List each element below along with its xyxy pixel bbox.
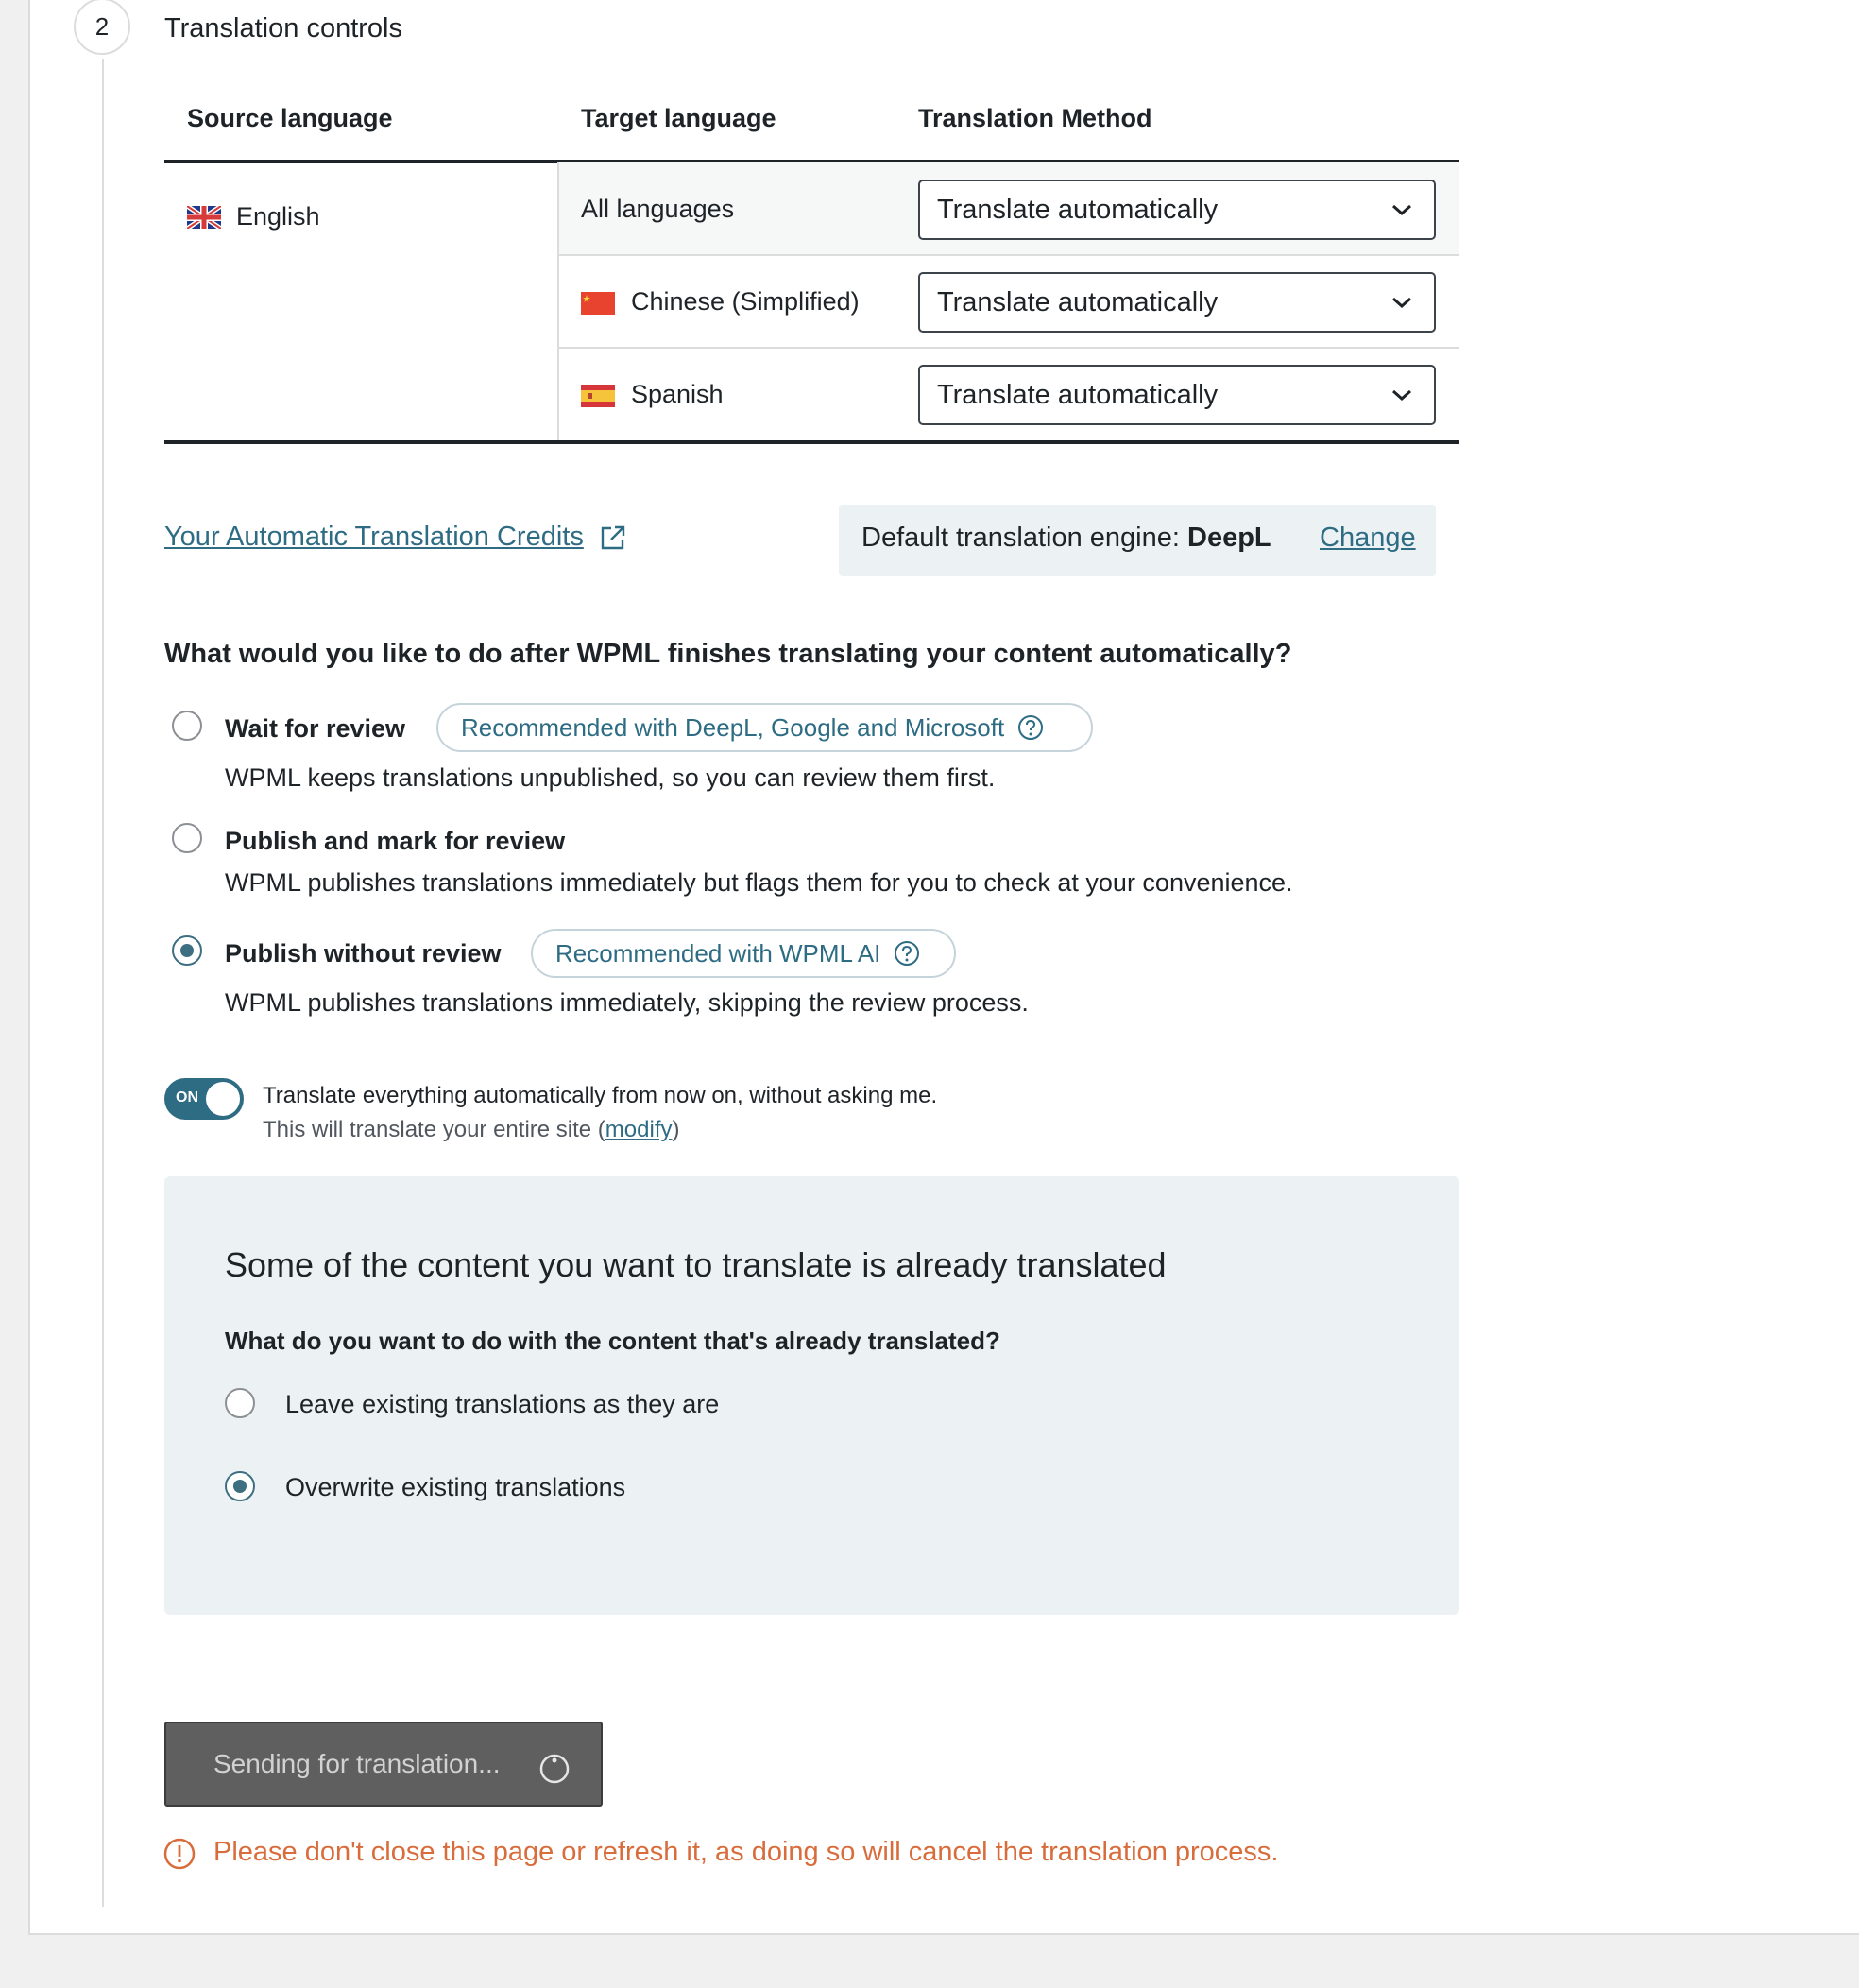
recommended-badge-text: Recommended with WPML AI bbox=[555, 938, 881, 968]
chevron-down-icon bbox=[1390, 202, 1413, 217]
method-select-value: Translate automatically bbox=[937, 194, 1219, 225]
help-circle-icon[interactable] bbox=[1017, 714, 1044, 741]
radio-publish-and-mark[interactable] bbox=[172, 823, 202, 853]
toggle-sub-prefix: This will translate your entire site ( bbox=[263, 1117, 605, 1142]
option-publish-without-review-desc: WPML publishes translations immediately, skipping the review process. bbox=[225, 988, 1029, 1017]
engine-label-row bbox=[861, 523, 1271, 554]
change-engine-link[interactable]: Change bbox=[1320, 523, 1416, 553]
method-select-chinese[interactable] bbox=[918, 272, 1436, 333]
translate-everything-toggle[interactable] bbox=[164, 1078, 244, 1120]
existing-translations-title: Some of the content you want to translate is already translated bbox=[225, 1245, 1167, 1284]
spain-flag-icon bbox=[581, 385, 615, 407]
existing-translations-question: What do you want to do with the content that's already translated? bbox=[225, 1327, 1000, 1355]
method-select-value: Translate automatically bbox=[937, 379, 1219, 410]
option-wait-for-review-desc: WPML keeps translations unpublished, so you can review them first. bbox=[225, 763, 996, 792]
send-button-label: Sending for translation... bbox=[213, 1749, 501, 1778]
step-number-badge bbox=[74, 0, 130, 55]
recommended-badge-text: Recommended with DeepL, Google and Microsoft bbox=[461, 712, 1005, 742]
toggle-state-label: ON bbox=[176, 1089, 198, 1105]
modify-link[interactable]: modify bbox=[605, 1117, 673, 1142]
translation-credits-link[interactable]: Your Automatic Translation Credits bbox=[164, 522, 584, 552]
table-column-divider bbox=[557, 162, 559, 441]
chevron-down-icon bbox=[1390, 387, 1413, 403]
radio-publish-without-review[interactable] bbox=[172, 935, 202, 966]
help-circle-icon[interactable] bbox=[894, 940, 920, 967]
table-bottom-rule bbox=[164, 440, 1459, 444]
toggle-knob bbox=[206, 1082, 240, 1116]
radio-leave-existing[interactable] bbox=[225, 1388, 255, 1418]
target-spanish: Spanish bbox=[631, 380, 724, 408]
option-leave-existing-label[interactable]: Leave existing translations as they are bbox=[285, 1390, 720, 1418]
warning-message: Please don't close this page or refresh it, as doing so will cancel the translation process. bbox=[213, 1837, 1279, 1867]
uk-flag-icon bbox=[187, 206, 221, 229]
header-target-language: Target language bbox=[581, 104, 776, 132]
recommended-badge-wpml-ai bbox=[531, 929, 956, 978]
option-publish-without-review-label[interactable]: Publish without review bbox=[225, 939, 502, 968]
china-flag-icon bbox=[581, 292, 615, 315]
radio-overwrite-existing[interactable] bbox=[225, 1471, 255, 1501]
toggle-main-text: Translate everything automatically from now on, without asking me. bbox=[263, 1083, 938, 1108]
toggle-sub-suffix: ) bbox=[672, 1117, 680, 1142]
target-chinese-simplified: Chinese (Simplified) bbox=[631, 287, 860, 316]
option-publish-and-mark-desc: WPML publishes translations immediately but flags them for you to check at your convenience. bbox=[225, 868, 1293, 897]
sending-for-translation-button[interactable] bbox=[164, 1722, 603, 1807]
toggle-sub-text bbox=[263, 1117, 679, 1143]
info-warning-icon bbox=[162, 1837, 196, 1871]
option-wait-for-review-label[interactable]: Wait for review bbox=[225, 714, 406, 743]
method-select-value: Translate automatically bbox=[937, 286, 1219, 317]
recommended-badge-deepl bbox=[436, 703, 1093, 752]
option-overwrite-existing-label[interactable]: Overwrite existing translations bbox=[285, 1473, 626, 1501]
source-language-name: English bbox=[236, 202, 320, 231]
step-number: 2 bbox=[94, 11, 110, 41]
row-divider bbox=[559, 254, 1459, 256]
after-translation-question: What would you like to do after WPML finishes translating your content automatically? bbox=[164, 639, 1292, 669]
step-connector-line bbox=[102, 59, 104, 1907]
header-translation-method: Translation Method bbox=[918, 104, 1152, 132]
option-publish-and-mark-label[interactable]: Publish and mark for review bbox=[225, 827, 566, 855]
section-title: Translation controls bbox=[164, 13, 402, 43]
spinner-icon bbox=[538, 1753, 571, 1785]
row-divider bbox=[559, 347, 1459, 349]
external-link-icon[interactable] bbox=[599, 523, 627, 552]
target-all-languages: All languages bbox=[581, 195, 735, 223]
header-source-language: Source language bbox=[187, 104, 393, 132]
method-select-all-languages[interactable] bbox=[918, 180, 1436, 240]
chevron-down-icon bbox=[1390, 295, 1413, 310]
radio-wait-for-review[interactable] bbox=[172, 711, 202, 741]
engine-label: Default translation engine: bbox=[861, 523, 1180, 553]
engine-name: DeepL bbox=[1187, 523, 1271, 553]
method-select-spanish[interactable] bbox=[918, 365, 1436, 425]
